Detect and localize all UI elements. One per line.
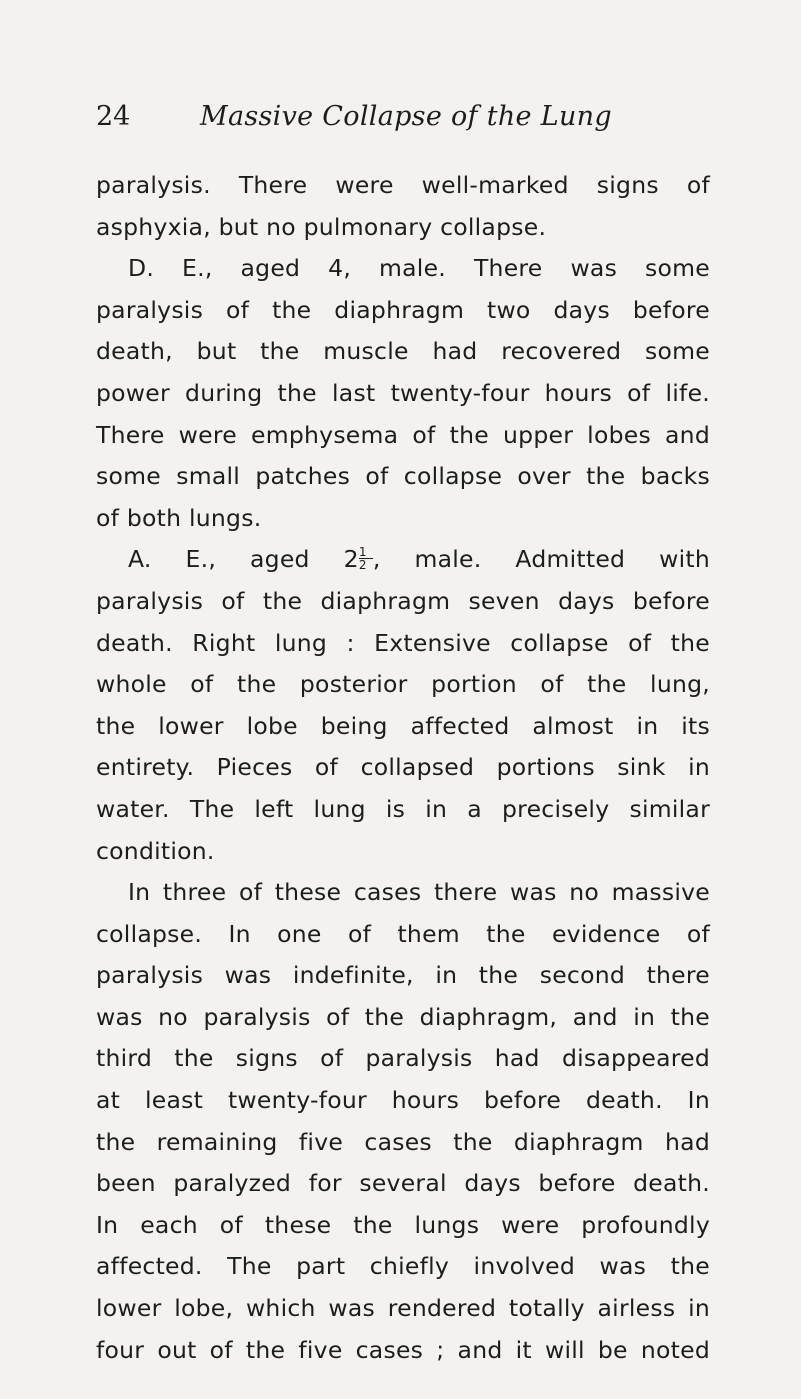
text-line-end: , male. Admitted with xyxy=(372,545,710,574)
body-text xyxy=(96,165,710,1371)
text-line: four out of the five cases ; and it will be noted xyxy=(96,1335,710,1364)
text-line: some small patches of collapse over the backs xyxy=(96,462,710,491)
text-line: lower lobe, which was rendered totally airless in xyxy=(96,1294,710,1323)
fraction-denominator: 2 xyxy=(358,558,367,573)
text-line: third the signs of paralysis had disappeared xyxy=(96,1044,710,1073)
running-head xyxy=(96,97,716,137)
text-line: death, but the muscle had recovered some xyxy=(96,337,710,366)
running-title: Massive Collapse of the Lung xyxy=(200,101,612,132)
text-line: There were emphysema of the upper lobes and xyxy=(96,420,710,449)
text-line: at least twenty-four hours before death. In xyxy=(96,1086,710,1115)
fraction-one-half xyxy=(358,545,373,573)
text-line: death. Right lung : Extensive collapse of the xyxy=(96,628,710,657)
text-line-with-fraction xyxy=(96,539,710,581)
text-line: was no paralysis of the diaphragm, and in the xyxy=(96,1002,710,1031)
text-line: paralysis of the diaphragm seven days before xyxy=(96,586,710,615)
text-line: the lower lobe being affected almost in its xyxy=(96,711,710,740)
text-line: collapse. In one of them the evidence of xyxy=(96,919,710,948)
text-line: water. The left lung is in a precisely similar xyxy=(96,794,710,823)
text-line: whole of the posterior portion of the lung, xyxy=(96,670,710,699)
text-line: paralysis was indefinite, in the second there xyxy=(96,961,710,990)
text-line: power during the last twenty-four hours of life. xyxy=(96,378,710,407)
text-line: In three of these cases there was no massive xyxy=(128,878,710,907)
text-line: D. E., aged 4, male. There was some xyxy=(128,254,710,283)
text-line: entirety. Pieces of collapsed portions sink in xyxy=(96,753,710,782)
page-number: 24 xyxy=(96,101,131,132)
text-line: condition. xyxy=(96,836,215,865)
text-line: affected. The part chiefly involved was the xyxy=(96,1252,710,1281)
text-line-start: A. E., aged 2 xyxy=(128,545,359,574)
text-line: of both lungs. xyxy=(96,503,262,532)
text-line: paralysis of the diaphragm two days before xyxy=(96,295,710,324)
text-line: In each of these the lungs were profoundly xyxy=(96,1210,710,1239)
text-line: the remaining five cases the diaphragm had xyxy=(96,1127,710,1156)
text-line: been paralyzed for several days before death. xyxy=(96,1169,710,1198)
text-line: asphyxia, but no pulmonary collapse. xyxy=(96,212,547,241)
text-line: paralysis. There were well-marked signs of xyxy=(96,171,710,199)
fraction-numerator: 1 xyxy=(359,547,373,559)
